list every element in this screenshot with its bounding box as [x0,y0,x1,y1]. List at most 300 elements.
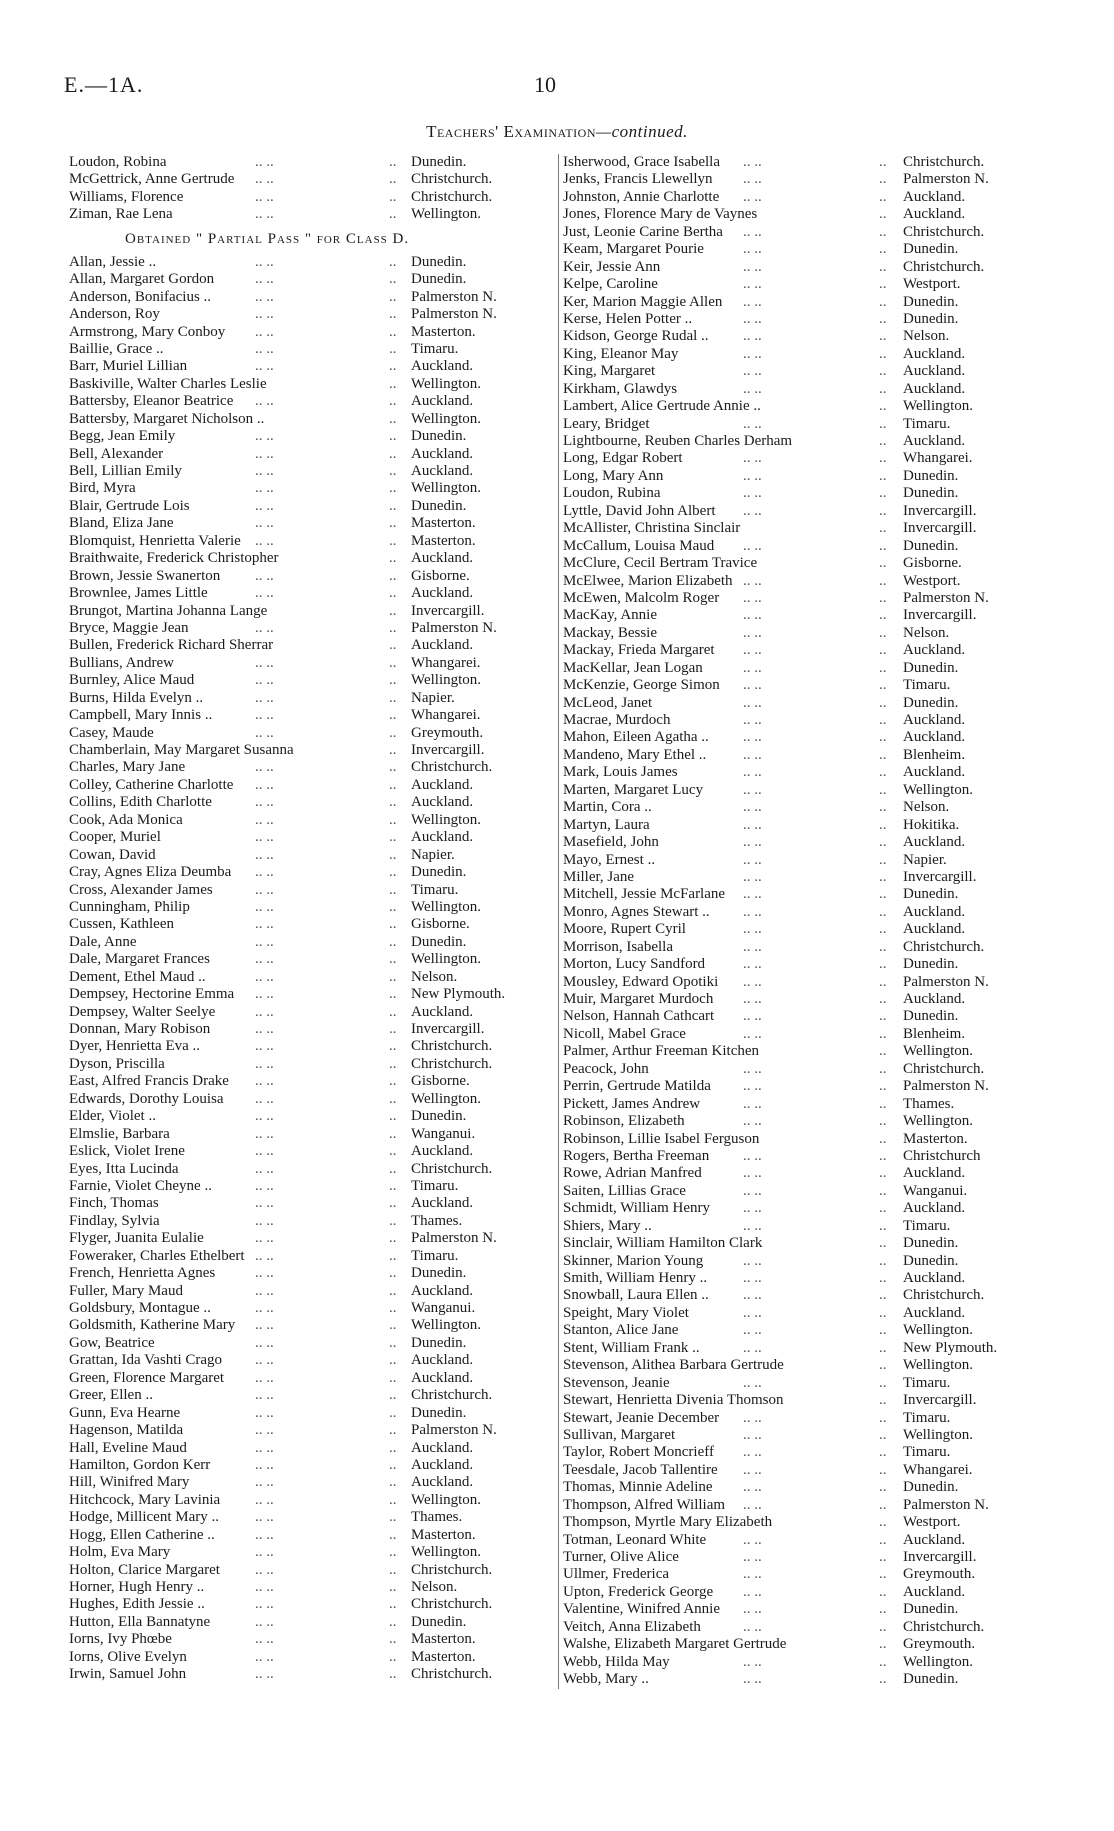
page-header [64,72,1044,102]
dot-leader: .. .. [255,1334,274,1351]
candidate-name: Totman, Leonard White [563,1531,707,1548]
dot-leader: .. .. [255,846,274,863]
district-place: Auckland. [903,363,966,380]
candidate-name: Thompson, Myrtle Mary Elizabeth [563,1514,773,1531]
candidate-name: Long, Edgar Robert [563,450,683,467]
dot-leader: .. .. [255,811,274,828]
candidate-name: Mackay, Frieda Margaret [563,642,715,659]
list-item [69,1195,539,1212]
dot-leader: .. .. [255,515,274,532]
candidate-name: Dale, Anne [69,933,137,950]
district-place: Auckland. [903,834,966,851]
dot-leader: .. .. [255,358,274,375]
candidate-name: Upton, Frederick George [563,1583,714,1600]
district-place: Dunedin. [903,1235,959,1252]
candidate-name: Lightbourne, Reuben Charles Derham [563,433,793,449]
list-item [563,189,1053,206]
dot-leader: .. .. [255,1177,274,1194]
district-place: Timaru. [411,881,459,898]
dot-leader: .. .. [255,794,274,811]
dot-leader: .. .. [255,724,274,741]
list-item [69,1579,539,1596]
list-item [69,847,539,864]
list-item [69,1143,539,1160]
dot-leader: .. [389,1300,397,1316]
district-place: Auckland. [903,1200,966,1217]
dot-leader: .. .. [255,689,274,706]
candidate-name: Muir, Margaret Murdoch [563,991,714,1007]
list-item [563,1183,1053,1200]
list-item [563,1654,1053,1671]
candidate-name: Isherwood, Grace Isabella [563,154,721,170]
dot-leader: .. [879,956,887,973]
district-place: Timaru. [411,1247,459,1264]
candidate-name: Mandeno, Mary Ethel .. [563,746,707,763]
candidate-name: Marten, Margaret Lucy [563,781,704,798]
list-item [563,1514,1053,1531]
dot-leader: .. .. [743,363,762,380]
dot-leader: .. .. [743,1304,762,1321]
list-item [563,869,1053,886]
right-column [558,154,1053,1689]
dot-leader: .. [389,968,397,985]
list-item [563,1287,1053,1304]
dot-leader: .. [389,707,397,724]
district-place: Westport. [903,572,961,589]
candidate-name: Baillie, Grace .. [69,340,164,357]
list-item [563,1566,1053,1583]
candidate-name: Williams, Florence [69,188,184,205]
list-item [563,1061,1053,1078]
dot-leader: .. .. [743,1566,762,1583]
candidate-name: Martin, Cora .. [563,799,652,816]
dot-leader: .. [389,759,397,776]
list-item [69,1178,539,1195]
list-item [69,1091,539,1108]
candidate-name: Rowe, Adrian Manfred [563,1165,702,1182]
list-item [563,956,1053,973]
district-place: Wellington. [903,1322,974,1339]
candidate-name: Barr, Muriel Lillian [69,358,188,375]
candidate-name: Allan, Margaret Gordon [69,271,215,288]
list-item [69,1474,539,1491]
dot-leader: .. [879,415,887,432]
dot-leader: .. .. [743,816,762,833]
district-place: New Plymouth. [411,986,506,1003]
dot-leader: .. .. [743,1217,762,1234]
district-place: Dunedin. [903,1601,959,1618]
list-item [563,538,1053,555]
district-place: Auckland. [411,1003,474,1020]
list-item [69,1387,539,1404]
dot-leader: .. .. [743,694,762,711]
dot-leader: .. [879,450,887,467]
dot-leader: .. .. [255,1613,274,1630]
dot-leader: .. .. [743,380,762,397]
list-item [69,812,539,829]
list-item [69,1562,539,1579]
candidate-name: Mark, Louis James [563,764,678,781]
candidate-name: Ullmer, Frederica [563,1566,670,1583]
candidate-name: Ker, Marion Maggie Allen [563,293,723,310]
dot-leader: .. [879,1549,887,1565]
district-place: Auckland. [903,380,966,397]
dot-leader: .. [389,271,397,288]
district-place: Whangarei. [411,654,481,671]
district-place: Auckland. [411,1439,474,1456]
district-place: Greymouth. [903,1636,976,1653]
list-item [563,1305,1053,1322]
district-place: Invercargill. [411,742,485,758]
dot-leader: .. [879,380,887,397]
district-place: Nelson. [903,624,950,641]
dot-leader: .. [389,1666,397,1683]
partial-pass-list-right [563,154,1053,1689]
candidate-name: Macrae, Murdoch [563,712,671,728]
district-place: Masterton. [903,1130,968,1147]
candidate-name: Kidson, George Rudal .. [563,328,709,345]
district-place: Auckland. [411,1474,474,1491]
dot-leader: .. .. [743,1147,762,1164]
dot-leader: .. [389,585,397,602]
district-place: Wanganui. [411,1300,476,1316]
candidate-name: Brownlee, James Little [69,585,208,602]
dot-leader: .. [879,1618,887,1635]
candidate-name: Smith, William Henry .. [563,1270,708,1286]
district-place: Christchurch. [411,1038,493,1055]
dot-leader: .. [879,938,887,955]
dot-leader: .. [389,1369,397,1386]
dot-leader: .. [879,1008,887,1025]
list-item [69,480,539,497]
candidate-name: Lambert, Alice Gertrude Annie .. [563,398,761,415]
title-suffix: —continued. [596,122,688,141]
district-place: Thames. [411,1212,463,1229]
candidate-name: French, Henrietta Agnes [69,1265,216,1282]
list-item [69,1108,539,1125]
dot-leader: .. .. [255,1195,274,1212]
district-place: Timaru. [411,340,459,357]
section-heading-class-d: Obtained " Partial Pass " for Class D. [125,230,410,247]
district-place: Christchurch. [411,1596,493,1613]
dot-leader: .. [389,340,397,357]
candidate-name: Mayo, Ernest .. [563,851,656,868]
dot-leader: .. [389,171,397,188]
dot-leader: .. [879,537,887,554]
candidate-name: Bell, Alexander [69,445,164,462]
candidate-name: Walshe, Elizabeth Margaret Gertrude [563,1636,787,1653]
list-item [69,1021,539,1038]
candidate-name: King, Eleanor May [563,345,679,362]
list-item [563,782,1053,799]
district-place: Masterton. [411,1526,476,1543]
list-item [69,655,539,672]
candidate-name: Brungot, Martina Johanna Lange [69,602,268,619]
district-place: Palmerston N. [411,1422,497,1439]
dot-leader: .. [389,1073,397,1090]
dot-leader: .. [879,659,887,676]
district-place: Dunedin. [411,428,467,445]
district-place: Masterton. [411,532,476,549]
district-place: Palmerston N. [903,973,989,990]
list-item [563,503,1053,520]
list-item [563,1113,1053,1130]
dot-leader: .. .. [743,415,762,432]
dot-leader: .. [389,410,397,427]
list-item [563,677,1053,694]
list-item [563,433,1053,450]
district-place: Christchurch. [411,1160,493,1177]
dot-leader: .. [879,1461,887,1478]
dot-leader: .. .. [255,951,274,968]
candidate-name: Irwin, Samuel John [69,1666,187,1683]
dot-leader: .. .. [255,933,274,950]
list-item [69,1213,539,1230]
dot-leader: .. .. [743,485,762,502]
dot-leader: .. [389,986,397,1003]
dot-leader: .. .. [255,1265,274,1282]
candidate-name: Stevenson, Alithea Barbara Gertrude [563,1357,784,1374]
dot-leader: .. .. [255,1247,274,1264]
district-place: Napier. [411,689,455,706]
dot-leader: .. [879,1357,887,1374]
dot-leader: .. [389,1230,397,1247]
list-item [563,171,1053,188]
district-place: Auckland. [903,642,966,659]
dot-leader: .. .. [743,1182,762,1199]
candidate-name: Snowball, Laura Ellen .. [563,1287,709,1304]
candidate-name: Turner, Olive Alice [563,1549,679,1565]
district-place: Timaru. [411,1177,459,1194]
list-item [563,416,1053,433]
list-item [563,1165,1053,1182]
district-place: Wellington. [903,1357,974,1374]
dot-leader: .. [389,428,397,445]
dot-leader: .. .. [255,306,274,323]
list-item [563,1479,1053,1496]
dot-leader: .. [389,1474,397,1491]
district-place: Thames. [411,1509,463,1526]
district-place: Gisborne. [903,555,962,572]
candidate-name: Armstrong, Mary Conboy [69,323,226,340]
dot-leader: .. [389,951,397,968]
dot-leader: .. .. [743,1322,762,1339]
district-place: Christchurch. [411,188,493,205]
dot-leader: .. [389,393,397,410]
dot-leader: .. [879,1322,887,1339]
dot-leader: .. [389,637,397,654]
list-item [563,1375,1053,1392]
dot-leader: .. .. [743,938,762,955]
dot-leader: .. .. [255,1456,274,1473]
candidate-name: Hogg, Ellen Catherine .. [69,1526,215,1543]
dot-leader: .. [389,1526,397,1543]
dot-leader: .. .. [255,1561,274,1578]
candidate-name: Webb, Mary .. [563,1671,649,1688]
candidate-name: Anderson, Roy [69,306,160,323]
list-item [563,764,1053,781]
district-place: Palmerston N. [411,619,497,636]
list-item [69,411,539,428]
list-item [69,1056,539,1073]
list-item [69,1265,539,1282]
candidate-name: East, Alfred Francis Drake [69,1073,229,1090]
dot-leader: .. [389,515,397,532]
dot-leader: .. .. [255,707,274,724]
dot-leader: .. [879,223,887,240]
candidate-name: Skinner, Marion Young [563,1252,704,1269]
district-place: Dunedin. [903,241,959,258]
candidate-name: Kerse, Helen Potter .. [563,310,693,327]
title-main: Teachers' Examination [426,122,596,141]
dot-leader: .. .. [743,886,762,903]
district-place: Christchurch. [903,258,985,275]
candidate-name: Eslick, Violet Irene [69,1143,185,1160]
dot-leader: .. [879,154,887,170]
candidate-name: Campbell, Mary Innis .. [69,707,213,724]
district-place: Dunedin. [411,1334,467,1351]
list-item [563,747,1053,764]
candidate-name: Speight, Mary Violet [563,1304,689,1321]
district-place: Timaru. [903,1217,951,1234]
candidate-name: Chamberlain, May Margaret Susanna [69,742,294,758]
dot-leader: .. .. [255,672,274,689]
candidate-name: Hall, Eveline Maud [69,1439,187,1456]
dot-leader: .. .. [743,1113,762,1130]
district-place: Dunedin. [411,1613,467,1630]
candidate-name: Martyn, Laura [563,816,650,833]
list-item [563,642,1053,659]
dot-leader: .. .. [743,921,762,938]
dot-leader: .. [389,1317,397,1334]
page-title [0,122,1114,142]
candidate-name: Stent, William Frank .. [563,1339,700,1356]
list-item [69,1126,539,1143]
candidate-name: Loudon, Rubina [563,485,661,502]
district-place: Auckland. [411,1282,474,1299]
dot-leader: .. .. [255,776,274,793]
district-place: Nelson. [411,968,458,985]
candidate-name: Braithwaite, Frederick Christopher [69,550,279,567]
candidate-name: Pickett, James Andrew [563,1095,701,1112]
district-place: Auckland. [903,1531,966,1548]
dot-leader: .. [389,1439,397,1456]
dot-leader: .. [879,398,887,415]
list-item [563,1253,1053,1270]
candidate-name: Anderson, Bonifacius .. [69,288,212,305]
candidate-name: McElwee, Marion Elizabeth [563,572,733,589]
dot-leader: .. [879,1339,887,1356]
dot-leader: .. [879,467,887,484]
dot-leader: .. [389,619,397,636]
list-item [69,1596,539,1613]
candidate-name: Blomquist, Henrietta Valerie [69,532,241,549]
candidate-name: Holm, Eva Mary [69,1544,171,1561]
district-place: Invercargill. [903,607,977,624]
candidate-name: MacKay, Annie [563,607,657,624]
dot-leader: .. [389,323,397,340]
dot-leader: .. [389,916,397,933]
dot-leader: .. .. [255,864,274,881]
district-place: Wellington. [903,1043,974,1060]
candidate-name: McKenzie, George Simon [563,677,720,694]
district-place: Auckland. [411,1195,474,1212]
district-place: Dunedin. [411,933,467,950]
list-item [69,154,539,171]
dot-leader: .. .. [743,1287,762,1304]
dot-leader: .. [879,589,887,606]
list-item [69,951,539,968]
dot-leader: .. .. [255,1300,274,1316]
dot-leader: .. [389,480,397,497]
dot-leader: .. .. [743,1531,762,1548]
candidate-name: Bird, Myra [69,480,136,497]
dot-leader: .. [389,1003,397,1020]
dot-leader: .. .. [743,851,762,868]
list-item [69,1300,539,1317]
list-item [69,916,539,933]
candidate-name: Allan, Jessie .. [69,253,157,270]
candidate-name: Bland, Eliza Jane [69,515,174,532]
candidate-name: Taylor, Robert Moncrieff [563,1444,714,1461]
district-place: Dunedin. [411,864,467,881]
list-item [563,852,1053,869]
district-place: Invercargill. [903,868,977,885]
list-item [69,1370,539,1387]
list-item [563,1601,1053,1618]
candidate-name: Lyttle, David John Albert [563,502,716,519]
district-place: Dunedin. [411,1265,467,1282]
dot-leader: .. .. [255,986,274,1003]
list-item [69,171,539,188]
district-place: Nelson. [903,328,950,345]
list-item [69,829,539,846]
list-item [69,1405,539,1422]
candidate-name: McGettrick, Anne Gertrude [69,171,235,188]
district-place: Auckland. [411,550,474,567]
dot-leader: .. [389,1125,397,1142]
district-place: Dunedin. [411,1108,467,1125]
list-item [69,568,539,585]
district-place: Masterton. [411,515,476,532]
dot-leader: .. [879,206,887,223]
dot-leader: .. .. [743,677,762,694]
district-place: Dunedin. [903,310,959,327]
dot-leader: .. [389,776,397,793]
candidate-name: Perrin, Gertrude Matilda [563,1078,711,1095]
list-item [69,498,539,515]
district-place: Palmerston N. [903,589,989,606]
district-place: Wellington. [903,398,974,415]
district-place: Westport. [903,1514,961,1531]
dot-leader: .. .. [743,1060,762,1077]
district-place: Invercargill. [411,602,485,619]
district-place: Auckland. [411,585,474,602]
list-item [69,1614,539,1631]
list-item [563,1008,1053,1025]
list-item [69,1527,539,1544]
district-place: Christchurch. [903,1618,985,1635]
district-place: Wellington. [411,1491,482,1508]
district-place: Invercargill. [903,502,977,519]
dot-leader: .. .. [255,829,274,846]
candidate-name: Veitch, Anna Elizabeth [563,1618,701,1635]
district-place: Christchurch. [411,1055,493,1072]
list-item [563,834,1053,851]
candidate-name: Morton, Lucy Sandford [563,956,706,973]
district-place: Christchurch. [411,759,493,776]
district-place: Timaru. [903,415,951,432]
